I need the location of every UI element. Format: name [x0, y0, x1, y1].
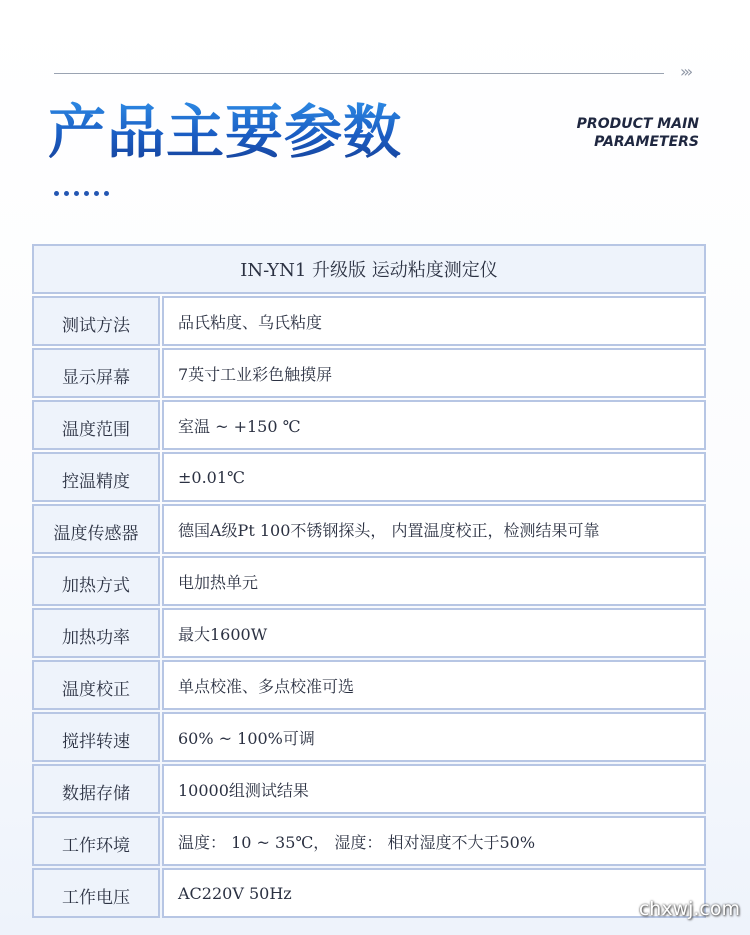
decorative-dots — [54, 191, 109, 196]
row-label: 温度范围 — [32, 400, 160, 450]
row-value: 单点校准、多点校准可选 — [162, 660, 706, 710]
row-label: 工作电压 — [32, 868, 160, 918]
row-value: 温度： 10 ~ 35℃， 湿度： 相对湿度不大于50% — [162, 816, 706, 866]
table-row — [32, 452, 706, 502]
row-value: 60% ~ 100%可调 — [162, 712, 706, 762]
table-row — [32, 296, 706, 346]
page-title: 产品主要参数 — [48, 98, 403, 166]
table-title: IN-YN1 升级版 运动粘度测定仪 — [32, 244, 706, 294]
chevron-right-icon: ››› — [680, 62, 691, 81]
table-row — [32, 400, 706, 450]
row-label: 数据存储 — [32, 764, 160, 814]
row-value: 10000组测试结果 — [162, 764, 706, 814]
row-label: 显示屏幕 — [32, 348, 160, 398]
row-label: 工作环境 — [32, 816, 160, 866]
row-value: 品氏粘度、乌氏粘度 — [162, 296, 706, 346]
dot-icon — [94, 191, 99, 196]
page-subtitle — [577, 115, 699, 151]
site-watermark: chxwj.com — [638, 898, 740, 920]
row-value: ±0.01℃ — [162, 452, 706, 502]
row-value: 室温 ~ +150 ℃ — [162, 400, 706, 450]
row-value: 电加热单元 — [162, 556, 706, 606]
dot-icon — [104, 191, 109, 196]
row-label: 搅拌转速 — [32, 712, 160, 762]
row-value: 德国A级Pt 100不锈钢探头， 内置温度校正，检测结果可靠 — [162, 504, 706, 554]
subtitle-line-1: PRODUCT MAIN — [576, 116, 699, 132]
dot-icon — [64, 191, 69, 196]
row-value: 7英寸工业彩色触摸屏 — [162, 348, 706, 398]
table-row — [32, 764, 706, 814]
top-divider-line — [54, 73, 664, 74]
row-label: 温度传感器 — [32, 504, 160, 554]
row-value: 最大1600W — [162, 608, 706, 658]
row-label: 加热方式 — [32, 556, 160, 606]
subtitle-line-2: PARAMETERS — [594, 134, 699, 150]
table-rows — [32, 296, 706, 918]
row-label: 测试方法 — [32, 296, 160, 346]
table-row — [32, 712, 706, 762]
row-label: 温度校正 — [32, 660, 160, 710]
dot-icon — [54, 191, 59, 196]
table-row — [32, 660, 706, 710]
table-row — [32, 608, 706, 658]
table-row — [32, 556, 706, 606]
table-row — [32, 868, 706, 918]
table-row — [32, 816, 706, 866]
row-label: 控温精度 — [32, 452, 160, 502]
table-row — [32, 504, 706, 554]
table-row — [32, 348, 706, 398]
row-label: 加热功率 — [32, 608, 160, 658]
dot-icon — [74, 191, 79, 196]
spec-table — [32, 244, 706, 920]
dot-icon — [84, 191, 89, 196]
row-value: AC220V 50Hz — [162, 868, 706, 918]
